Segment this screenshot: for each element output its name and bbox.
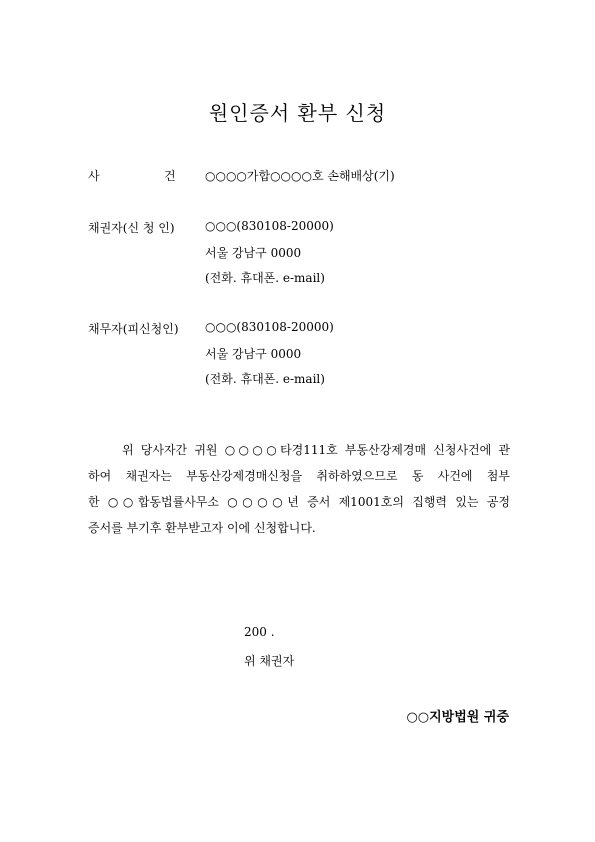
body-line: 증서를 부기후 환부받고자 이에 신청합니다. [88, 521, 316, 535]
creditor-contact: (전화. 휴대폰. e-mail) [205, 271, 325, 285]
case-label-part2: 건 [164, 169, 176, 183]
date-line: 200 . [244, 625, 275, 639]
debtor-name-id: ○○○(830108-20000) [205, 320, 334, 334]
case-value: ○○○○가합○○○○호 손해배상(기) [205, 169, 395, 183]
document-title: 원인증서 환부 신청 [208, 101, 387, 125]
creditor-address: 서울 강남구 0000 [205, 246, 302, 260]
signer-line: 위 채권자 [244, 654, 295, 668]
debtor-address: 서울 강남구 0000 [205, 347, 302, 361]
debtor-label: 채무자(피신청인) [88, 322, 179, 336]
body-line: 위 당사자간 귀원 ○○○○타경111호 부동산강제경매 신청사건에 관 [122, 443, 510, 457]
court-addressee: ○○지방법원 귀중 [406, 710, 509, 725]
creditor-name-id: ○○○(830108-20000) [205, 219, 334, 233]
body-line: 하여 채권자는 부동산강제경매신청을 취하하였으므로 동 사건에 첨부 [88, 469, 510, 483]
body-line: 한 ○○합동법률사무소 ○○○○년 증서 제1001호의 집행력 있는 공정 [88, 495, 510, 509]
case-label-part1: 사 [88, 169, 100, 183]
creditor-label: 채권자(신 청 인) [88, 221, 175, 235]
body-paragraph [88, 437, 510, 541]
debtor-contact: (전화. 휴대폰. e-mail) [205, 372, 325, 386]
